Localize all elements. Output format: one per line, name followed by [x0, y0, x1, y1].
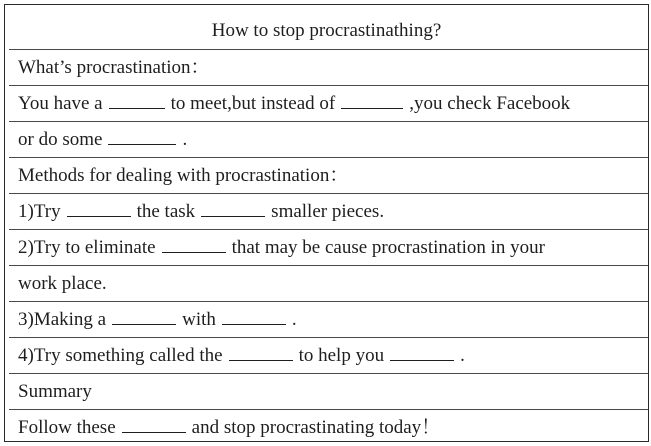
blank-7[interactable] [112, 304, 176, 325]
blank-8[interactable] [222, 304, 286, 325]
row-or-do-some [9, 121, 648, 157]
text-3-making-a: 3)Making a [18, 309, 107, 330]
text-cause-procrastination: that may be cause procrastination in your [231, 237, 545, 258]
row-method-3 [9, 301, 648, 337]
heading-what-is-procrastination: What’s procrastination： [18, 57, 210, 78]
text-follow-these: Follow these [18, 417, 116, 438]
blank-6[interactable] [162, 232, 226, 253]
text-period-1: . [182, 129, 188, 150]
text-to-help-you: to help you [298, 345, 385, 366]
text-the-task: the task [136, 201, 196, 222]
row-method-1 [9, 193, 648, 229]
text-stop-today: and stop procrastinating today！ [191, 417, 441, 438]
text-4-try-something: 4)Try something called the [18, 345, 223, 366]
row-what-is [9, 49, 648, 85]
blank-9[interactable] [229, 340, 293, 361]
row-methods [9, 157, 648, 193]
text-2-try-eliminate: 2)Try to eliminate [18, 237, 156, 258]
worksheet-title-row [5, 9, 648, 49]
row-work-place [9, 265, 648, 301]
blank-2[interactable] [341, 88, 403, 109]
text-period-2: . [291, 309, 297, 330]
row-follow [9, 409, 648, 441]
blank-3[interactable] [108, 124, 176, 145]
worksheet-title: How to stop procrastinathing? [211, 20, 442, 41]
blank-10[interactable] [390, 340, 454, 361]
blank-11[interactable] [122, 412, 186, 433]
worksheet-table [4, 4, 649, 442]
text-period-3: . [460, 345, 465, 366]
text-with: with [182, 309, 216, 330]
text-you-have-a: You have a [18, 93, 103, 114]
row-you-have [9, 85, 648, 121]
blank-5[interactable] [201, 196, 265, 217]
text-check-facebook: ,you check Facebook [409, 93, 571, 114]
text-1-try: 1)Try [18, 201, 61, 222]
text-work-place: work place. [18, 273, 107, 294]
text-to-meet: to meet,but instead of [170, 93, 336, 114]
row-method-2 [9, 229, 648, 265]
blank-4[interactable] [67, 196, 131, 217]
heading-summary: Summary [18, 381, 92, 402]
text-smaller-pieces: smaller pieces. [271, 201, 385, 222]
row-method-4 [9, 337, 648, 373]
blank-1[interactable] [109, 88, 165, 109]
heading-methods: Methods for dealing with procrastination： [18, 165, 349, 186]
row-summary [9, 373, 648, 409]
text-or-do-some: or do some [18, 129, 103, 150]
